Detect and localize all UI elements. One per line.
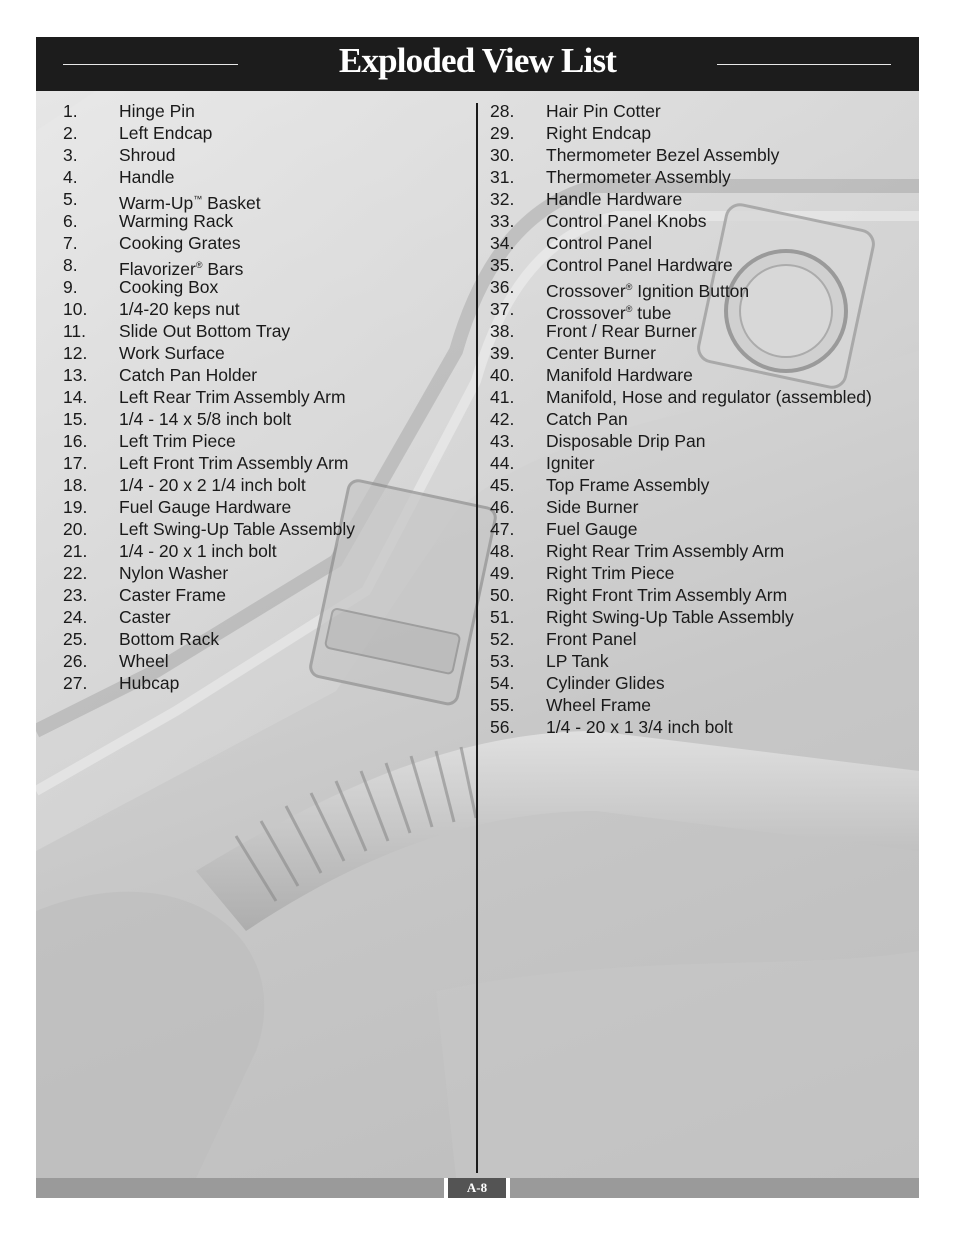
list-item <box>63 585 355 607</box>
item-label <box>546 387 872 409</box>
item-label-text: 1/4 - 20 x 1 inch bolt <box>119 541 277 561</box>
page-number: A-8 <box>448 1178 506 1198</box>
list-item <box>63 145 355 167</box>
list-item <box>490 365 872 387</box>
trademark-mark: ® <box>625 282 633 292</box>
item-label-text: Wheel <box>119 651 169 671</box>
item-label <box>546 541 784 563</box>
list-item <box>63 497 355 519</box>
item-label <box>119 585 226 607</box>
item-label-text: Front / Rear Burner <box>546 321 697 341</box>
item-number: 50. <box>490 585 515 605</box>
list-item <box>63 123 355 145</box>
item-number: 5. <box>63 189 78 209</box>
item-label-text: Left Trim Piece <box>119 431 236 451</box>
list-item <box>490 695 872 717</box>
item-number: 3. <box>63 145 78 165</box>
item-label-text: Work Surface <box>119 343 225 363</box>
list-item <box>63 233 355 255</box>
item-label <box>119 123 212 145</box>
item-number: 8. <box>63 255 78 275</box>
item-number: 19. <box>63 497 88 517</box>
item-label-text: 1/4 - 20 x 1 3/4 inch bolt <box>546 717 733 737</box>
item-label <box>119 387 346 409</box>
item-number: 30. <box>490 145 515 165</box>
trademark-mark: ® <box>625 304 633 314</box>
item-number: 33. <box>490 211 515 231</box>
item-label-text: Hinge Pin <box>119 101 195 121</box>
item-number: 39. <box>490 343 515 363</box>
item-label-text: Manifold, Hose and regulator (assembled) <box>546 387 872 407</box>
item-label-text: 1/4-20 keps nut <box>119 299 240 319</box>
item-label-text: Front Panel <box>546 629 637 649</box>
list-item <box>63 519 355 541</box>
item-label <box>119 101 195 123</box>
item-label <box>546 167 731 189</box>
item-label <box>546 453 595 475</box>
list-item <box>490 629 872 651</box>
list-item <box>63 167 355 189</box>
item-number: 53. <box>490 651 515 671</box>
list-item <box>63 431 355 453</box>
item-label <box>546 101 661 123</box>
item-number: 18. <box>63 475 88 495</box>
item-label-text: Nylon Washer <box>119 563 229 583</box>
item-label-text: Manifold Hardware <box>546 365 693 385</box>
item-label <box>119 431 236 453</box>
column-divider <box>476 103 478 1173</box>
list-item <box>490 563 872 585</box>
item-label-text: Fuel Gauge <box>546 519 638 539</box>
item-label-text: Right Swing-Up Table Assembly <box>546 607 794 627</box>
item-label <box>119 145 175 167</box>
item-number: 56. <box>490 717 515 737</box>
parts-list-right <box>490 101 872 739</box>
item-label <box>119 255 243 277</box>
trademark-mark: ® <box>195 260 203 270</box>
item-number: 28. <box>490 101 515 121</box>
item-number: 12. <box>63 343 88 363</box>
item-label <box>546 563 674 585</box>
item-number: 31. <box>490 167 515 187</box>
list-item <box>63 101 355 123</box>
list-item <box>490 673 872 695</box>
item-label-text: Control Panel Knobs <box>546 211 707 231</box>
item-number: 29. <box>490 123 515 143</box>
item-number: 43. <box>490 431 515 451</box>
item-label <box>119 651 169 673</box>
item-label <box>546 321 697 343</box>
item-number: 45. <box>490 475 515 495</box>
list-item <box>63 541 355 563</box>
item-label-text: Right Rear Trim Assembly Arm <box>546 541 785 561</box>
item-number: 54. <box>490 673 515 693</box>
item-number: 44. <box>490 453 515 473</box>
list-item <box>63 673 355 695</box>
item-label-text: Left Rear Trim Assembly Arm <box>119 387 346 407</box>
item-label-text: Warm-Up <box>119 193 194 213</box>
list-item <box>63 299 355 321</box>
item-label-text: Fuel Gauge Hardware <box>119 497 292 517</box>
item-label-text: Cylinder Glides <box>546 673 665 693</box>
item-label <box>119 277 218 299</box>
item-number: 55. <box>490 695 515 715</box>
item-label <box>546 607 794 629</box>
item-label <box>119 497 291 519</box>
item-number: 32. <box>490 189 515 209</box>
item-number: 21. <box>63 541 88 561</box>
item-label-suffix: Bars <box>202 259 244 279</box>
item-label <box>119 211 233 233</box>
item-label-text: Top Frame Assembly <box>546 475 710 495</box>
item-label <box>546 519 637 541</box>
item-number: 42. <box>490 409 515 429</box>
item-label-text: Thermometer Bezel Assembly <box>546 145 780 165</box>
item-label-text: Crossover <box>546 303 626 323</box>
list-item <box>490 233 872 255</box>
item-label <box>119 299 240 321</box>
item-number: 23. <box>63 585 88 605</box>
item-label <box>119 189 261 211</box>
list-item <box>63 343 355 365</box>
item-label-suffix: Ignition Button <box>632 281 750 301</box>
parts-list-left <box>63 101 355 695</box>
list-item <box>490 475 872 497</box>
item-label-text: Catch Pan Holder <box>119 365 258 385</box>
item-label <box>546 431 706 453</box>
item-label-text: Cooking Box <box>119 277 219 297</box>
list-item <box>490 277 872 299</box>
item-label <box>546 695 651 717</box>
item-number: 27. <box>63 673 88 693</box>
item-label-text: Wheel Frame <box>546 695 652 715</box>
list-item <box>490 101 872 123</box>
list-item <box>490 717 872 739</box>
item-number: 15. <box>63 409 88 429</box>
item-label <box>119 365 257 387</box>
item-label <box>119 563 228 585</box>
list-item <box>490 189 872 211</box>
item-label <box>119 673 179 695</box>
item-label-suffix: tube <box>632 303 672 323</box>
item-number: 1. <box>63 101 78 121</box>
item-label-text: 1/4 - 20 x 2 1/4 inch bolt <box>119 475 306 495</box>
list-item <box>63 629 355 651</box>
item-label-text: Handle <box>119 167 175 187</box>
item-number: 2. <box>63 123 78 143</box>
item-label <box>546 189 682 211</box>
list-item <box>490 123 872 145</box>
item-number: 52. <box>490 629 515 649</box>
item-number: 36. <box>490 277 515 297</box>
list-item <box>63 651 355 673</box>
page-footer <box>36 1178 919 1198</box>
item-label-text: Control Panel <box>546 233 653 253</box>
list-item <box>63 387 355 409</box>
item-label-text: Center Burner <box>546 343 656 363</box>
item-label <box>119 409 291 431</box>
item-label-text: Caster Frame <box>119 585 226 605</box>
item-label <box>546 717 733 739</box>
item-label-text: Bottom Rack <box>119 629 220 649</box>
item-label <box>546 365 693 387</box>
item-number: 48. <box>490 541 515 561</box>
item-number: 6. <box>63 211 78 231</box>
item-number: 37. <box>490 299 515 319</box>
list-item <box>490 607 872 629</box>
item-label <box>119 453 349 475</box>
item-number: 10. <box>63 299 88 319</box>
list-item <box>490 453 872 475</box>
item-number: 47. <box>490 519 515 539</box>
item-label <box>546 497 638 519</box>
item-number: 40. <box>490 365 515 385</box>
item-label <box>119 607 171 629</box>
item-label <box>546 343 656 365</box>
item-number: 25. <box>63 629 88 649</box>
item-label <box>546 277 749 299</box>
list-item <box>63 211 355 233</box>
item-label-text: Right Front Trim Assembly Arm <box>546 585 788 605</box>
item-label <box>119 475 306 497</box>
item-label-text: Right Endcap <box>546 123 652 143</box>
item-number: 38. <box>490 321 515 341</box>
list-item <box>490 299 872 321</box>
list-item <box>63 453 355 475</box>
item-label <box>546 585 787 607</box>
list-item <box>490 519 872 541</box>
page-header <box>36 37 919 91</box>
item-label <box>546 145 779 167</box>
item-label <box>546 673 665 695</box>
item-label-text: Shroud <box>119 145 176 165</box>
item-number: 51. <box>490 607 515 627</box>
list-item <box>63 563 355 585</box>
item-label-text: Warming Rack <box>119 211 234 231</box>
item-label <box>546 409 628 431</box>
item-label-text: Flavorizer <box>119 259 196 279</box>
item-label <box>546 475 709 497</box>
item-number: 24. <box>63 607 88 627</box>
item-label <box>546 255 733 277</box>
item-number: 49. <box>490 563 515 583</box>
item-label <box>119 541 277 563</box>
list-item <box>490 409 872 431</box>
list-item <box>490 541 872 563</box>
item-label <box>546 123 651 145</box>
item-label-text: Left Front Trim Assembly Arm <box>119 453 349 473</box>
item-label-text: Right Trim Piece <box>546 563 675 583</box>
item-label-text: Hubcap <box>119 673 180 693</box>
item-number: 11. <box>63 321 87 341</box>
item-label <box>119 233 241 255</box>
item-label-text: Crossover <box>546 281 626 301</box>
item-number: 20. <box>63 519 88 539</box>
item-number: 13. <box>63 365 88 385</box>
item-number: 7. <box>63 233 78 253</box>
item-label-text: Handle Hardware <box>546 189 683 209</box>
item-label <box>546 211 707 233</box>
list-item <box>63 255 355 277</box>
item-number: 26. <box>63 651 88 671</box>
item-label <box>119 321 290 343</box>
item-number: 34. <box>490 233 515 253</box>
list-item <box>490 585 872 607</box>
item-number: 4. <box>63 167 78 187</box>
item-number: 46. <box>490 497 515 517</box>
trademark-mark: ™ <box>193 194 203 204</box>
page-title: Exploded View List <box>338 41 617 80</box>
item-label-text: Side Burner <box>546 497 639 517</box>
item-label-suffix: Basket <box>202 193 261 213</box>
list-item <box>490 321 872 343</box>
item-number: 16. <box>63 431 88 451</box>
list-item <box>490 387 872 409</box>
list-item <box>490 167 872 189</box>
list-item <box>490 343 872 365</box>
item-label-text: Thermometer Assembly <box>546 167 731 187</box>
list-item <box>490 431 872 453</box>
list-item <box>63 365 355 387</box>
item-label <box>119 167 174 189</box>
item-label <box>546 299 671 321</box>
item-label-text: Slide Out Bottom Tray <box>119 321 291 341</box>
item-label-text: Left Endcap <box>119 123 213 143</box>
item-label <box>546 629 636 651</box>
item-number: 41. <box>490 387 515 407</box>
item-label-text: 1/4 - 14 x 5/8 inch bolt <box>119 409 292 429</box>
item-label <box>546 651 609 673</box>
item-label-text: LP Tank <box>546 651 609 671</box>
item-label-text: Control Panel Hardware <box>546 255 733 275</box>
list-item <box>63 607 355 629</box>
list-item <box>490 497 872 519</box>
item-label-text: Cooking Grates <box>119 233 241 253</box>
item-label <box>119 343 225 365</box>
list-item <box>490 211 872 233</box>
item-label-text: Hair Pin Cotter <box>546 101 661 121</box>
list-item <box>63 189 355 211</box>
list-item <box>490 651 872 673</box>
item-label-text: Catch Pan <box>546 409 628 429</box>
list-item <box>63 321 355 343</box>
item-label-text: Igniter <box>546 453 595 473</box>
item-label-text: Left Swing-Up Table Assembly <box>119 519 356 539</box>
item-label <box>119 519 355 541</box>
list-item <box>63 475 355 497</box>
item-number: 14. <box>63 387 88 407</box>
item-label-text: Disposable Drip Pan <box>546 431 706 451</box>
list-item <box>490 145 872 167</box>
item-number: 35. <box>490 255 515 275</box>
item-number: 9. <box>63 277 78 297</box>
item-label <box>546 233 652 255</box>
item-number: 22. <box>63 563 88 583</box>
item-label-text: Caster <box>119 607 171 627</box>
item-number: 17. <box>63 453 88 473</box>
header-rule-right <box>717 64 891 65</box>
footer-gap-right <box>506 1178 510 1198</box>
list-item <box>490 255 872 277</box>
list-item <box>63 277 355 299</box>
item-label <box>119 629 219 651</box>
list-item <box>63 409 355 431</box>
